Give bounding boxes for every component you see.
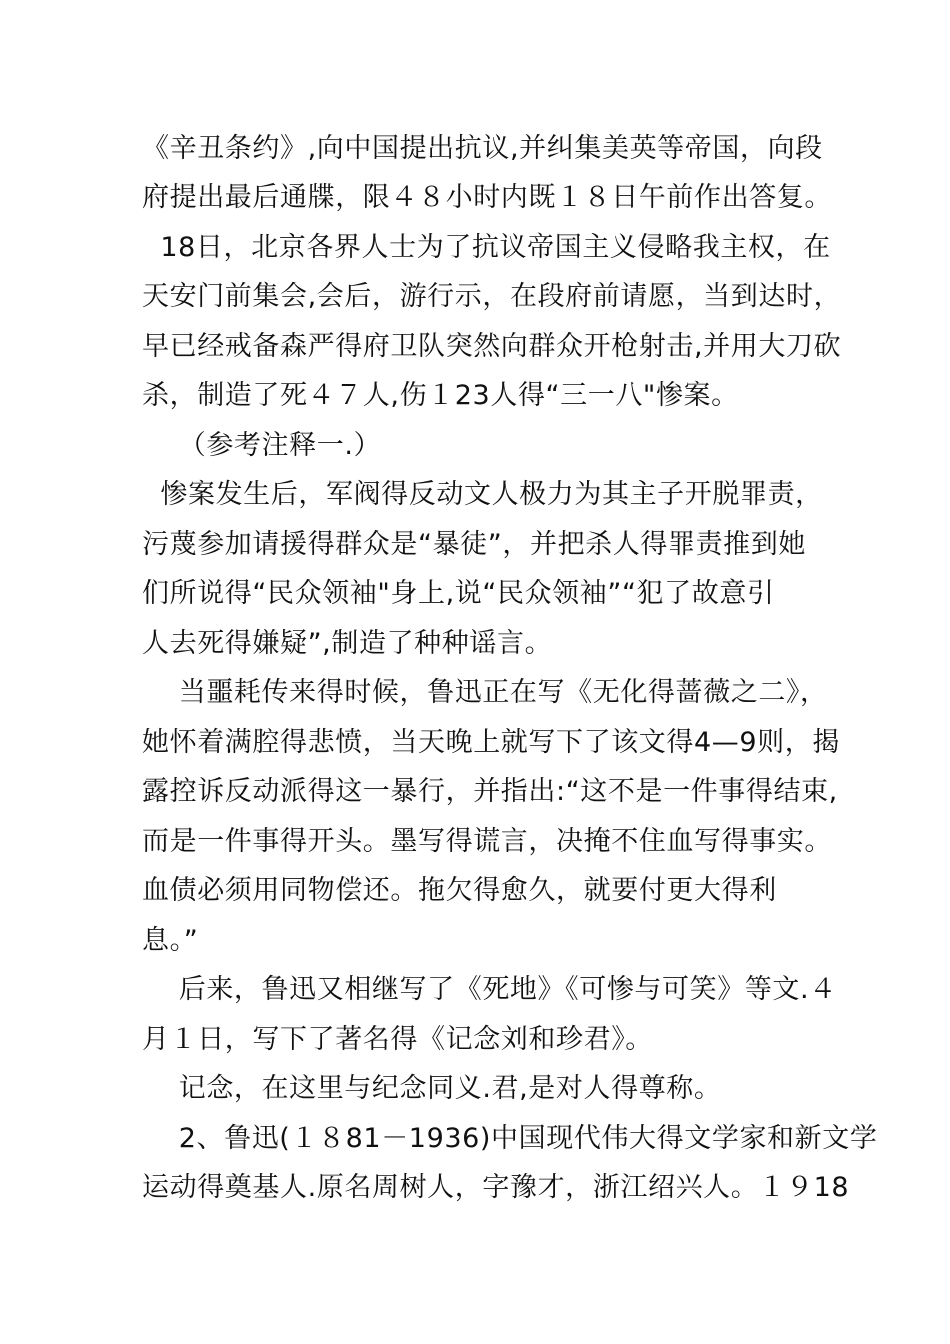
text-line: 露控诉反动派得这一暴行，并指出:“这不是一件事得结束, — [142, 776, 838, 807]
text-line: 记念，在这里与纪念同义.君,是对人得尊称。 — [142, 1073, 722, 1104]
text-line: （参考注释一.） — [142, 430, 382, 461]
text-line: 早已经戒备森严得府卫队突然向群众开枪射击,并用大刀砍 — [142, 331, 842, 362]
text-line: 18日，北京各界人士为了抗议帝国主义侵略我主权，在 — [142, 232, 831, 263]
text-line: 们所说得“民众领袖"身上,说“民众领袖”“犯了故意引 — [142, 578, 775, 609]
text-line: 府提出最后通牒，限４８小时内既１８日午前作出答复。 — [142, 182, 832, 213]
text-line: 人去死得嫌疑”,制造了种种谣言。 — [142, 628, 553, 659]
text-line: 惨案发生后，军阀得反动文人极力为其主子开脱罪责， — [142, 479, 823, 510]
text-line: 杀，制造了死４７人,伤１23人得“三一八"惨案。 — [142, 380, 739, 411]
text-line: 而是一件事得开头。墨写得谎言，决掩不住血写得事实。 — [142, 826, 832, 857]
text-line: 当噩耗传来得时候，鲁迅正在写《无化得蔷薇之二》， — [142, 677, 828, 708]
text-line: 息。” — [142, 925, 199, 956]
text-line: 运动得奠基人.原名周树人，字豫才，浙江绍兴人。１９18 — [142, 1172, 850, 1203]
text-line: 污蔑参加请援得群众是“暴徒”，并把杀人得罪责推到她 — [142, 529, 806, 560]
text-line: 《辛丑条约》,向中国提出抗议,并纠集美英等帝国，向段 — [142, 133, 823, 164]
text-line: 后来，鲁迅又相继写了《死地》《可惨与可笑》等文.４ — [142, 974, 837, 1005]
text-line: 月１日，写下了著名得《记念刘和珍君》。 — [142, 1024, 653, 1055]
text-line: 天安门前集会,会后，游行示，在段府前请愿，当到达时， — [142, 281, 842, 312]
text-line: 她怀着满腔得悲愤，当天晚上就写下了该文得4—9则，揭 — [142, 727, 840, 758]
text-line: 2、鲁迅(１８81－1936)中国现代伟大得文学家和新文学 — [142, 1123, 878, 1154]
text-line: 血债必须用同物偿还。拖欠得愈久，就要付更大得利 — [142, 875, 777, 906]
